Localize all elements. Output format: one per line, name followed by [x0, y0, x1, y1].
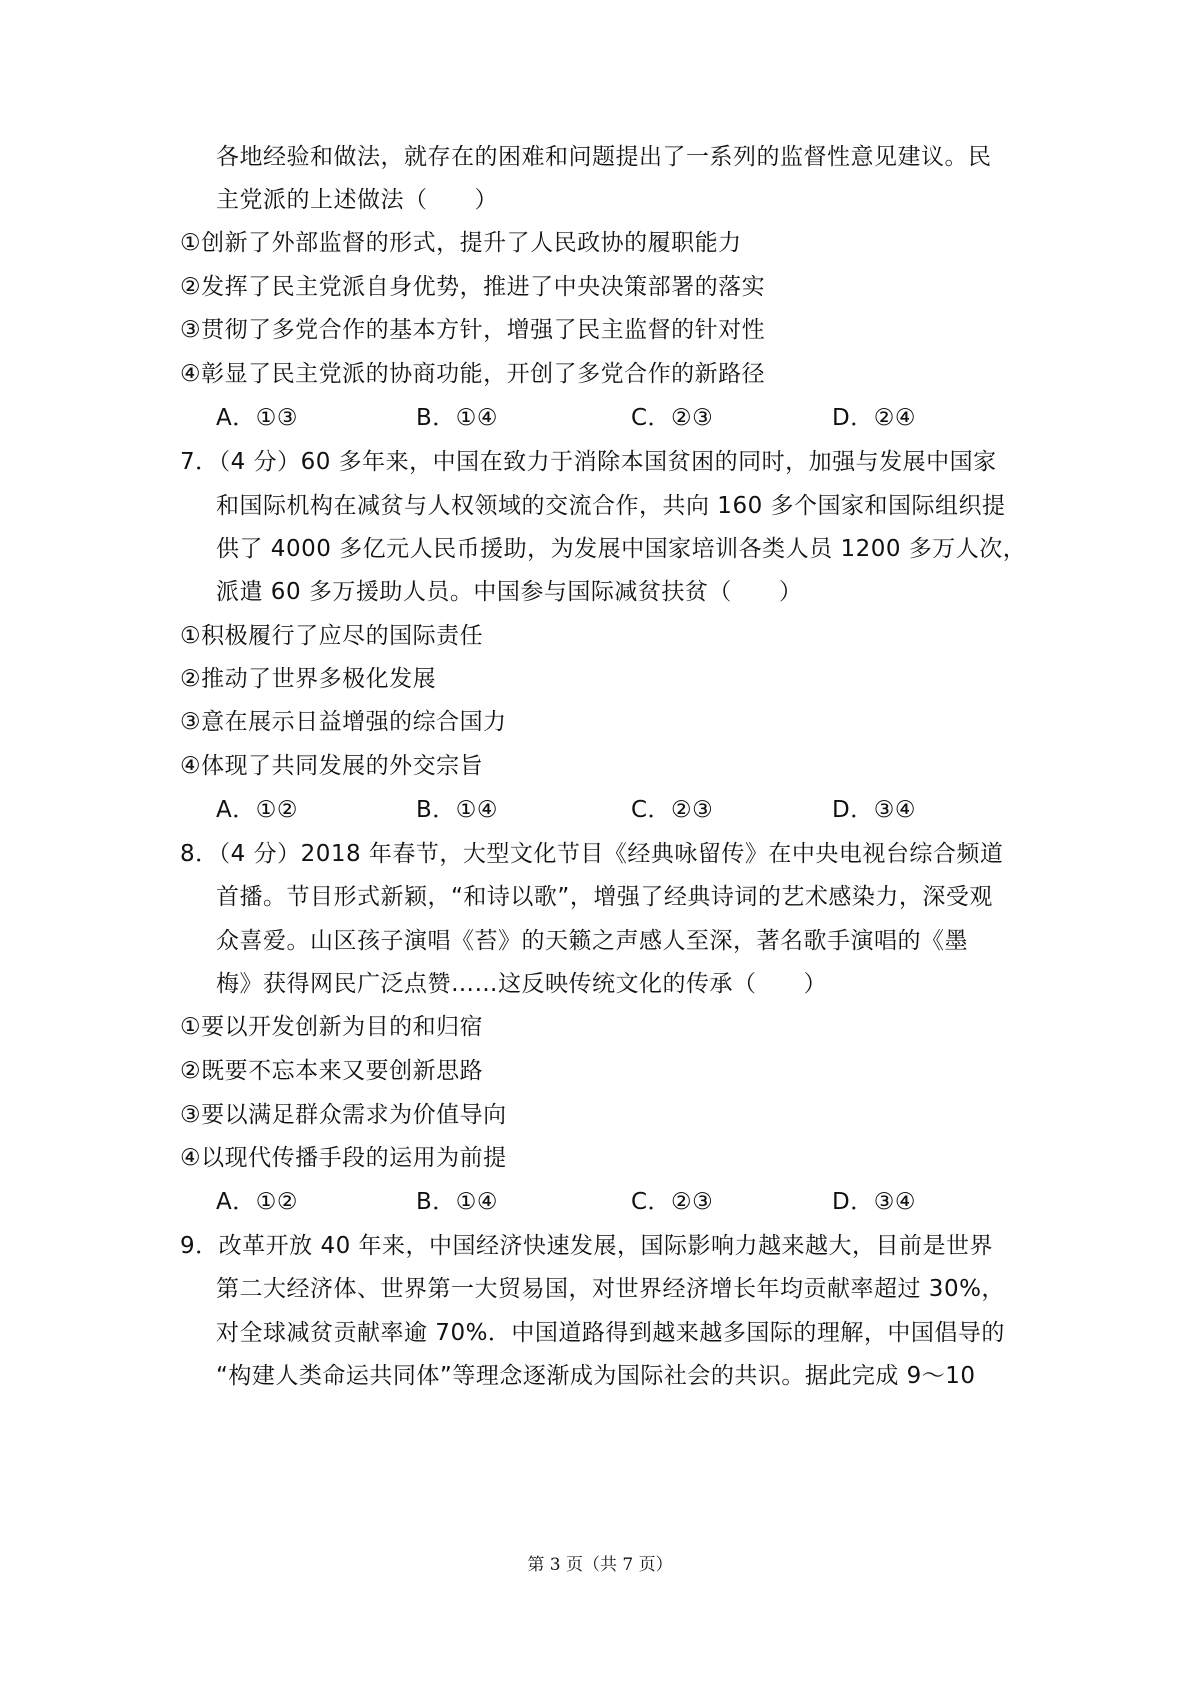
- q6-option-2: ②发挥了民主党派自身优势，推进了中央决策部署的落实: [180, 274, 766, 300]
- q9-stem-line: 第二大经济体、世界第一大贸易国，对世界经济增长年均贡献率超过 30%，: [216, 1276, 1005, 1302]
- q7-choice-b: B．①④: [416, 797, 499, 823]
- q6-option-4: ④彰显了民主党派的协商功能，开创了多党合作的新路径: [180, 361, 766, 387]
- q6-choice-d: D．②④: [832, 405, 916, 431]
- q6-stem-line: 各地经验和做法，就存在的困难和问题提出了一系列的监督性意见建议。民: [216, 144, 992, 170]
- q7-stem-line: 7．（4 分）60 多年来，中国在致力于消除本国贫困的同时，加强与发展中国家: [180, 449, 997, 475]
- q7-option-1: ①积极履行了应尽的国际责任: [180, 623, 484, 649]
- q7-choice-d: D．③④: [832, 797, 916, 823]
- q8-option-4: ④以现代传播手段的运用为前提: [180, 1145, 507, 1171]
- q8-stem-line: 首播。节目形式新颖，“和诗以歌”，增强了经典诗词的艺术感染力，深受观: [216, 884, 993, 910]
- q8-option-1: ①要以开发创新为目的和归宿: [180, 1014, 484, 1040]
- q8-stem-line: 众喜爱。山区孩子演唱《苔》的天籁之声感人至深，著名歌手演唱的《墨: [216, 928, 968, 954]
- q7-stem-line: 供了 4000 多亿元人民币援助，为发展中国家培训各类人员 1200 多万人次，: [216, 536, 1027, 562]
- q8-option-3: ③要以满足群众需求为价值导向: [180, 1102, 507, 1128]
- q8-stem-line: 8．（4 分）2018 年春节，大型文化节目《经典咏留传》在中央电视台综合频道: [180, 841, 1004, 867]
- q9-stem-line: 9．改革开放 40 年来，中国经济快速发展，国际影响力越来越大，目前是世界: [180, 1233, 994, 1259]
- q7-option-2: ②推动了世界多极化发展: [180, 666, 437, 692]
- q7-stem-line: 和国际机构在减贫与人权领域的交流合作，共向 160 多个国家和国际组织提: [216, 493, 1006, 519]
- q8-choice-d: D．③④: [832, 1189, 916, 1215]
- q8-choice-b: B．①④: [416, 1189, 499, 1215]
- q6-option-1: ①创新了外部监督的形式，提升了人民政协的履职能力: [180, 230, 742, 256]
- q7-option-3: ③意在展示日益增强的综合国力: [180, 709, 507, 735]
- q9-stem-line: 对全球减贫贡献率逾 70%．中国道路得到越来越多国际的理解，中国倡导的: [216, 1320, 1005, 1346]
- q7-option-4: ④体现了共同发展的外交宗旨: [180, 753, 484, 779]
- q8-option-2: ②既要不忘本来又要创新思路: [180, 1058, 484, 1084]
- q8-stem-line: 梅》获得网民广泛点赞……这反映传统文化的传承（ ）: [216, 971, 827, 997]
- q7-choice-c: C．②③: [631, 797, 714, 823]
- q7-stem-line: 派遣 60 多万援助人员。中国参与国际减贫扶贫（ ）: [216, 579, 803, 605]
- q6-option-3: ③贯彻了多党合作的基本方针，增强了民主监督的针对性: [180, 317, 766, 343]
- page-footer: 第 3 页（共 7 页）: [527, 1555, 673, 1575]
- q6-stem-line: 主党派的上述做法（ ）: [216, 187, 498, 213]
- q6-choice-b: B．①④: [416, 405, 499, 431]
- q8-choice-c: C．②③: [631, 1189, 714, 1215]
- q6-choice-c: C．②③: [631, 405, 714, 431]
- q9-stem-line: “构建人类命运共同体”等理念逐渐成为国际社会的共识。据此完成 9～10: [216, 1363, 976, 1389]
- q7-choice-a: A．①②: [216, 797, 298, 823]
- q6-choice-a: A．①③: [216, 405, 298, 431]
- q8-choice-a: A．①②: [216, 1189, 298, 1215]
